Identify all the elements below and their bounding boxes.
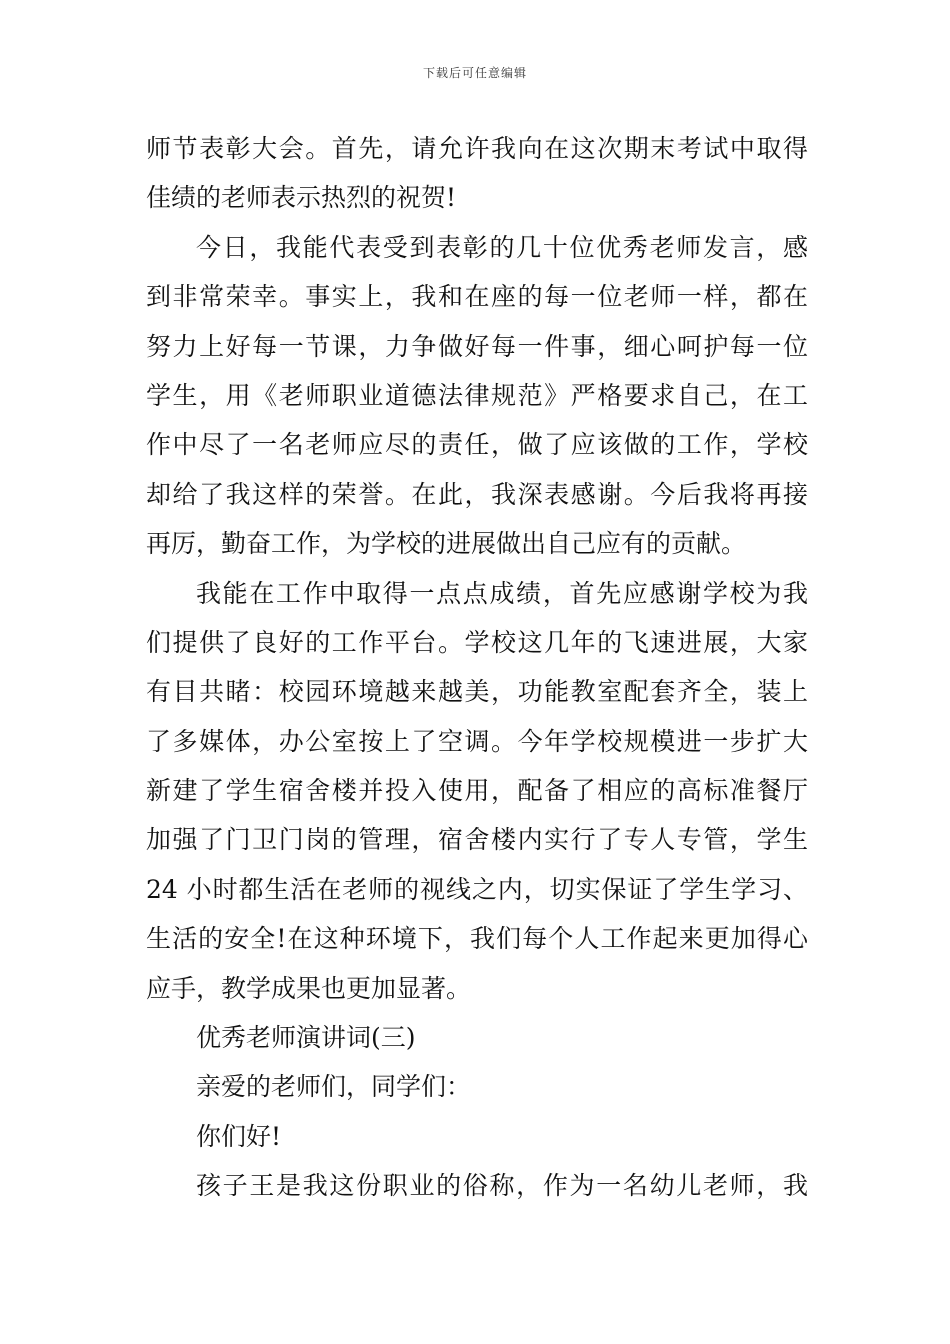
text-line: 再厉，勤奋工作，为学校的进展做出自己应有的贡献。 [146,529,747,559]
text-line: 却给了我这样的荣誉。在此，我深表感谢。今后我将再接 [146,479,808,509]
text-line: 有目共睹：校园环境越来越美，功能教室配套齐全，装上 [146,677,808,707]
text-line: 孩子王是我这份职业的俗称，作为一名幼儿老师，我 [196,1171,808,1201]
text-line: 今日，我能代表受到表彰的几十位优秀老师发言，感 [196,232,808,262]
text-line: 到非常荣幸。事实上，我和在座的每一位老师一样，都在 [146,282,808,312]
text-line: 作中尽了一名老师应尽的责任，做了应该做的工作，学校 [146,430,808,460]
document-body [146,124,808,1211]
text-line: 优秀老师演讲词(三) [196,1023,416,1053]
text-line: 了多媒体，办公室按上了空调。今年学校规模进一步扩大 [146,726,808,756]
text-line: 我能在工作中取得一点点成绩，首先应感谢学校为我 [196,578,808,608]
text-line: 佳绩的老师表示热烈的祝贺! [146,183,457,213]
text-line: 你们好! [196,1121,282,1151]
text-line: 加强了门卫门岗的管理，宿舍楼内实行了专人专管，学生 [146,825,808,855]
text-line: 努力上好每一节课，力争做好每一件事，细心呵护每一位 [146,331,808,361]
text-line: 生活的安全!在这种环境下，我们每个人工作起来更加得心 [146,924,808,954]
text-line: 亲爱的老师们，同学们： [196,1072,472,1102]
text-line: 应手，教学成果也更加显著。 [146,973,472,1003]
text-line: 新建了学生宿舍楼并投入使用，配备了相应的高标准餐厅 [146,776,808,806]
text-line: 学生，用《老师职业道德法律规范》严格要求自己，在工 [146,380,808,410]
text-line: 师节表彰大会。首先，请允许我向在这次期末考试中取得 [146,134,808,163]
page-header: 下载后可任意编辑 [422,66,527,80]
text-line: 24 小时都生活在老师的视线之内，切实保证了学生学习、 [146,874,808,904]
text-line: 们提供了良好的工作平台。学校这几年的飞速进展，大家 [146,627,808,657]
